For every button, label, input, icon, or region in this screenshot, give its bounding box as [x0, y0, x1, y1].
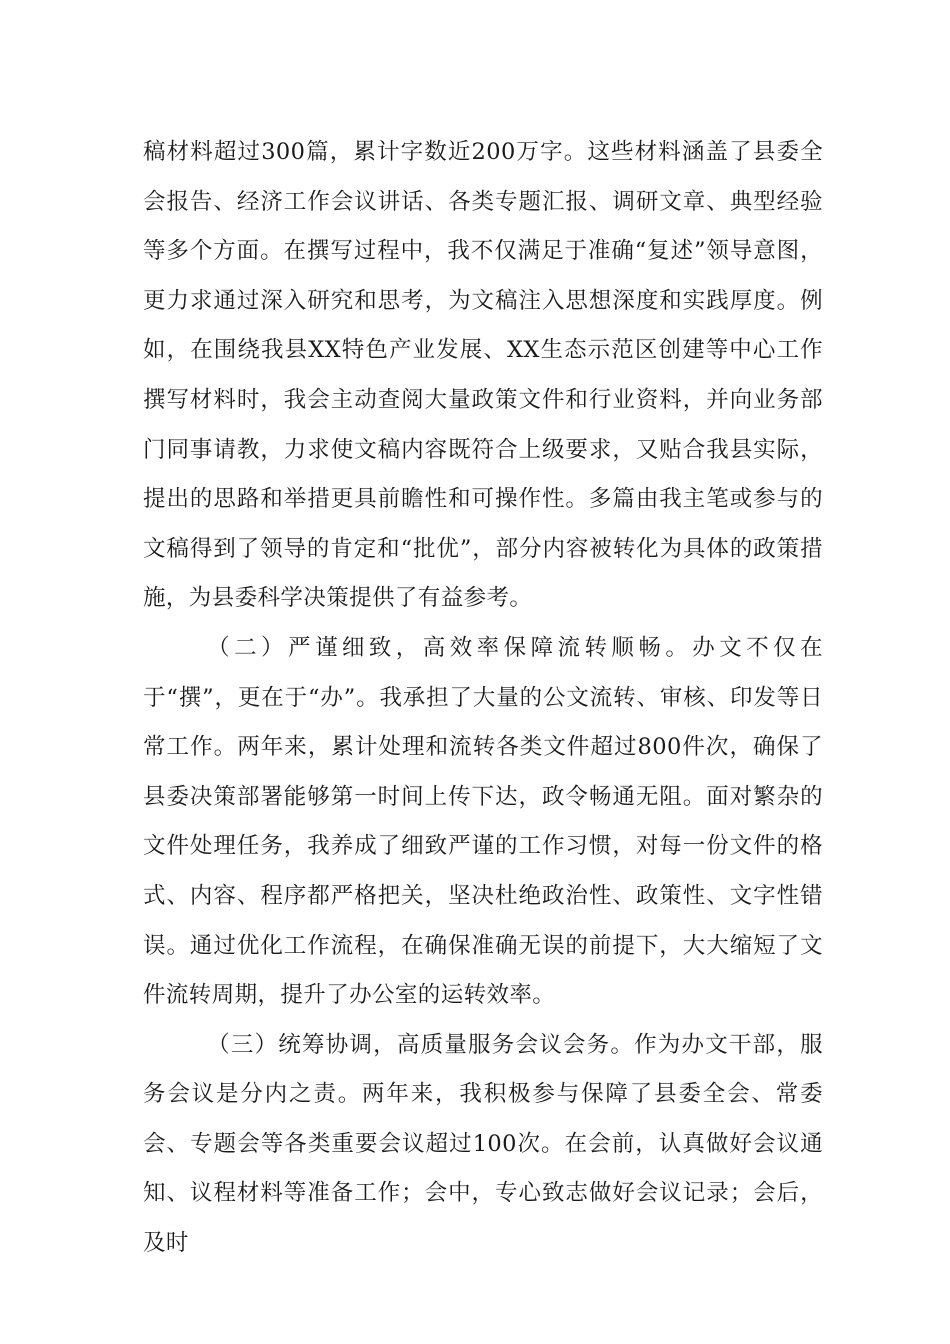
paragraph-section-two: （二）严谨细致，高效率保障流转顺畅。办文不仅在于“撰”，更在于“办”。我承担了大量的公文流转、审核、印发等日常工作。两年来，累计处理和流转各类文件超过800件次，确保了县委决策部署能够第一时间上传下达，政令畅通无阻。面对繁杂的文件处理任务，我养成了细致严谨的工作习惯，对每一份文件的格式、内容、程序都严格把关，坚决杜绝政治性、政策性、文字性错误。通过优化工作流程，在确保准确无误的前提下，大大缩短了文件流转周期，提升了办公室的运转效率。 [143, 634, 823, 1009]
document-body [143, 128, 823, 1269]
paragraph-continuation: 稿材料超过300篇，累计字数近200万字。这些材料涵盖了县委全会报告、经济工作会议讲话、各类专题汇报、调研文章、典型经验等多个方面。在撰写过程中，我不仅满足于准确“复述”领导意图，更力求通过深入研究和思考，为文稿注入思想深度和实践厚度。例如，在围绕我县XX特色产业发展、XX生态示范区创建等中心工作撰写材料时，我会主动查阅大量政策文件和行业资料，并向业务部门同事请教，力求使文稿内容既符合上级要求，又贴合我县实际，提出的思路和举措更具前瞻性和可操作性。多篇由我主笔或参与的文稿得到了领导的肯定和“批优”，部分内容被转化为具体的政策措施，为县委科学决策提供了有益参考。 [143, 139, 823, 612]
paragraph-section-three: （三）统筹协调，高质量服务会议会务。作为办文干部，服务会议是分内之责。两年来，我积极参与保障了县委全会、常委会、专题会等各类重要会议超过100次。在会前，认真做好会议通知、议程材料等准备工作；会中，专心致志做好会议记录；会后，及时 [143, 1031, 823, 1257]
